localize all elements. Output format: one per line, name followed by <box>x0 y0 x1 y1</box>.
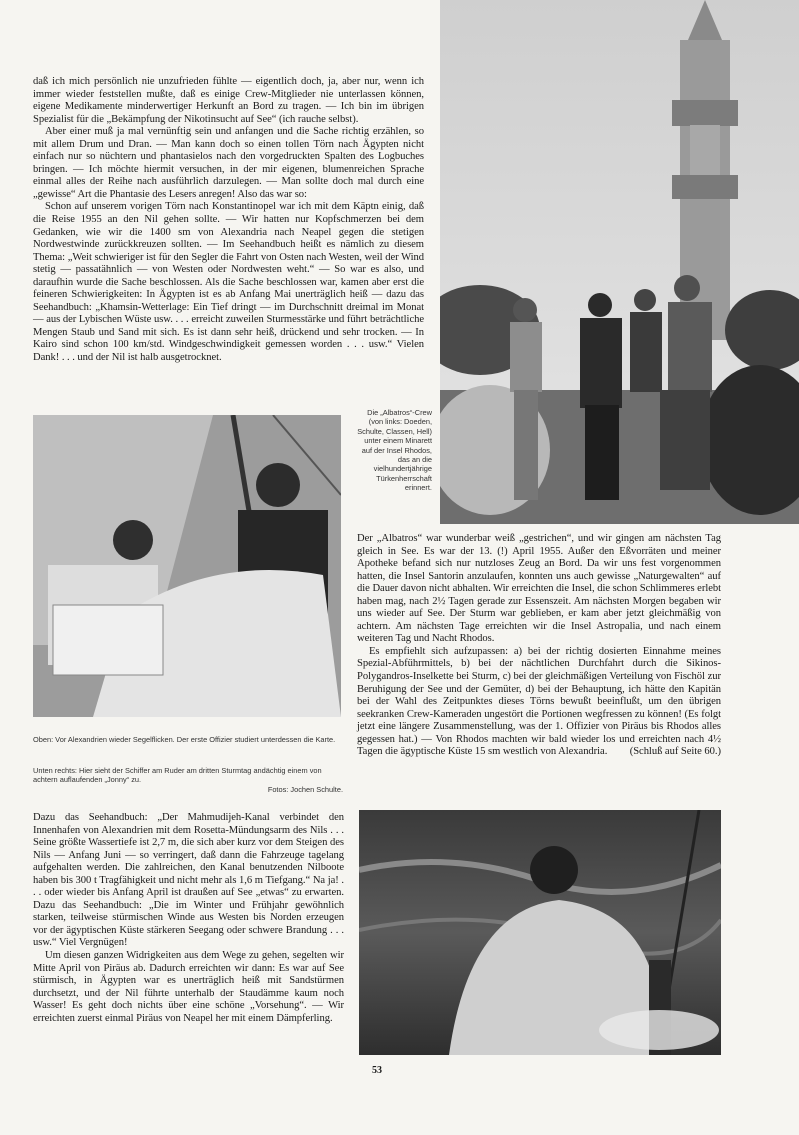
paragraph: Aber einer muß ja mal vernünftig sein und anfangen und die Sache richtig erzählen, so mit allem Drum und Dran. — Man kann doch so einen tollen Törn nach Ägypten nicht einfach nur so nüchtern und phantasielos nach den vorgedruckten Spalten des Logbuches bringen. — Ich möchte hiermit versuchen, in der mir eigenen, blumenreichen Sprache einmal alles der Reihe nach ausführlich darzulegen. — Man sollte doch mal durch eine „gewisse“ Art die Phantasie des Lesers anregen! Also das war so: <box>33 126 424 200</box>
photo-crew-minaret <box>440 0 799 524</box>
photo-credit: Fotos: Jochen Schulte. <box>267 785 343 794</box>
page-number: 53 <box>372 1065 382 1076</box>
article-text-bottom-left <box>33 812 344 1025</box>
caption-skipper: Unten rechts: Hier sieht der Schiffer am Ruder am dritten Sturmtag andächtig einem von achtern auflaufenden „Jonny“ zu. <box>33 766 322 785</box>
caption-crew-minaret: Die „Albatros“-Crew (von links: Doeden, Schulte, Classen, Hell) unter einem Minarett auf der Insel Rhodos, das an die vielhundertjährige Türkenherrschaft erinnert. <box>357 408 432 493</box>
photo-skipper-helm <box>359 810 721 1055</box>
photo-sail-mending <box>33 415 341 717</box>
paragraph: Es empfiehlt sich aufzupassen: a) bei der richtig dosierten Einnahme meines Spezial-Abführmittels, b) bei der nächtlichen Durchfahrt durch die Sikinos-Polygandros-Inselkette bei Sturm, c) bei der gleichmäßigen Verteilung von Fischöl zur Beruhigung der See und der Gemüter, d) bei der Behauptung, ich hätte den Kapitän bei der Wahl des Zeitpunktes dieses Törns bewußt beeinflußt, um den übrigen seekranken Crew-Kameraden ungestört die Portionen wegfressen zu können! (Es folgt jetzt eine längere Zusammenstellung, was der 1. Offizier von Piräus bis Rhodos alles gegessen hat.) — Von Rhodos machten wir bald wieder los und erreichten nach 4½ Tagen die ägyptische Küste 15 sm westlich von Alexandria. <box>357 645 721 758</box>
paragraph: Dazu das Seehandbuch: „Der Mahmudijeh-Kanal verbindet den Innenhafen von Alexandrien mit dem Rosetta-Mündungsarm des Nils . . . Seine größte Wassertiefe ist 2,7 m, die sich aber kurz vor dem Steigen des Nils — Anfang Juni — so verringert, daß dann die Fahrzeuge tagelang aufgehalten werden. Die zahlreichen, den Kanal benutzenden Nilboote haben bis 300 t Tragfähigkeit und nicht mehr als 1,6 m Tiefgang.“ Na ja! . . . oder wieder bis Anfang April ist draußen auf See „etwas“ zu erwarten. Dazu das Seehandbuch: „Die im Winter und Frühjahr gewöhnlich starken, teilweise stürmischen Winde aus Westen bis Norden erzeugen vor der ägyptischen Küste stärkeren Seegang oder schwere Brandung . . . usw.“ Viel Vergnügen! <box>33 812 344 949</box>
paragraph: Schon auf unserem vorigen Törn nach Konstantinopel war ich mit dem Käptn einig, daß die Reise 1955 an den Nil gehen sollte. — Wir hatten nur Kopfschmerzen bei dem Gedanken, wie wir die 1400 sm von Alexandria nach Neapel gegen die stetigen Nordwestwinde zurückkreuzen sollten. — Im Seehandbuch heißt es nämlich zu diesem Thema: „Weit schwieriger ist für den Segler die Fahrt von Osten nach Westen, weil der Wind stetig — passatähnlich — von Westen oder Nordwesten weht.“ — So war es also, und daraufhin wurde die Sache beschlossen. Als die Sache beschlossen war, kamen aber erst die feineren Schwierigkeiten: In Ägypten ist es ab Anfang Mai unerträglich heiß — dazu das Seehandbuch: „Khamsin-Wetterlage: Ein Tief dringt — im Durchschnitt dreimal im Monat — aus der Lybischen Wüste usw. . . . erreicht zuweilen Sturmesstärke und führt beträchtliche Mengen Staub und Sand mit sich. Es ist dann sehr heiß, drückend und sehr trocken. — In Kairo sind schon 100 km/std. Windgeschwindigkeit gemessen worden . . . usw.“ Vielen Dank! . . . und der Nil ist halb ausgetrocknet. <box>33 201 424 364</box>
paragraph: Der „Albatros“ war wunderbar weiß „gestrichen“, und wir gingen am nächsten Tag gleich in See. Es war der 13. (!) April 1955. Außer den Eßvorräten und meiner Apotheke befand sich nur nutzloses Zeug an Bord. Da wir uns fest vorgenommen hatten, die Insel Santorin anzulaufen, konnten uns auch gewisse „Naturgewalten“ auf die Dauer davon nicht abhalten. Wir erreichten die Insel, die schon Schlimmeres erlebt haben mag, nach 2½ Tagen gerade zur Essenszeit. Am nächsten Morgen begaben wir uns wieder auf See. Der Sturm war geblieben, er kam aber jetzt gleichmäßig von achtern. Am nächsten Tage erreichten wir die Insel Astropalia, und nach einem weiteren Tag und Nacht Rhodos. <box>357 533 721 645</box>
continuation-note: (Schluß auf Seite 60.) <box>629 746 721 758</box>
caption-sail-mending: Oben: Vor Alexandrien wieder Segelflicken. Der erste Offizier studiert unterdessen die Karte. <box>33 735 336 744</box>
paragraph: daß ich mich persönlich nie unzufrieden fühlte — eigentlich doch, ja, aber nur, wenn ich immer wieder feststellen mußte, daß es einige Crew-Mitglieder nie unterlassen können, eigene Medikamente minderwertiger Herkunft an Bord zu tragen. — Ich bin im übrigen Spezialist für die „Bekämpfung der Nikotinsucht auf See“ (ich rauche selbst). <box>33 76 424 125</box>
paragraph: Um diesen ganzen Widrigkeiten aus dem Wege zu gehen, segelten wir Mitte April von Piräus ab. Dadurch erreichten wir dann: Es war auf See stürmisch, in Ägypten war es unerträglich heiß mit Sandstürmen durchsetzt, und der Nil führte unterhalb der Staudämme kaum noch Wasser! Es geht doch nichts über eine schöne „Vorsehung“. — Wir erreichten zuerst einmal Piräus von Neapel her mit einem Dämpferling. <box>33 950 344 1024</box>
article-text-right-middle <box>357 533 721 759</box>
article-text-top-left <box>33 76 424 365</box>
